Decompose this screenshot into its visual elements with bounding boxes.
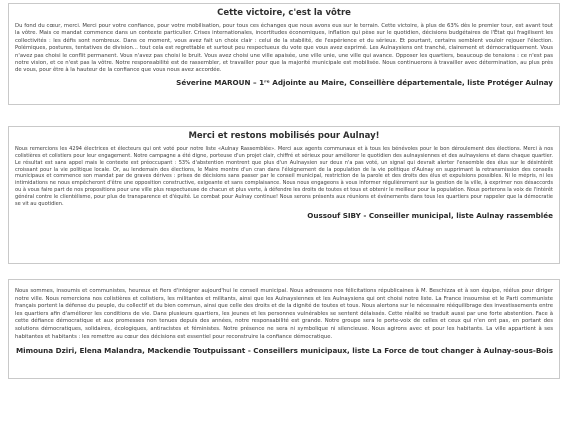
tribune-body: Nous remercions les 4294 électrices et électeurs qui ont voté pour notre liste «Aulnay Rassemblée». Merci aux agents communaux et à tous les bénévoles pour le bon déroulement des élections. Merci à nos colistières et colistiers pour leur engagement. Notre campagne a été digne, porteuse d'un projet clair, chiffré et sérieux pour améliorer le quotidien des aulnaysiennes et des aulnaysiens et dans chaque quartier. Le résultat est sans appel mais le contexte est préoccupant : 53% d'abstention montrent que plus d'un Aulnaysien sur deux n'a pas voté, un signal qui devrait alerter l'ensemble des élus sur le désintérêt croissant pour la vie politique locale. Or, au lendemain des élections, le Maire montre d'un cran dans l'éloignement de la population de la vie politique d'Aulnay en supprimant la retransmission des conseils municipaux et commence son mandat par de graves dérives : prises de décisions sans passer par le conseil municipal, restriction de la parole et des droits des élus et expulsions possibles. Ni le mépris, ni les intimidations ne nous empêcheront d'être une opposition constructive, exigeante et sans complaisance. Nous nous engageons à vous informer régulièrement sur la gestion de la ville, à exprimer nos désaccords ou à vous faire part de nos propositions pour une ville plus respectueuse de chacun et plus verte, à défendre les droits de toutes et tous et obtenir le meilleur pour la population. Nous porterons la voix de l'intérêt général contre le clientélisme, pour plus de transparence et d'équité. Le combat pour Aulnay continue! Nous serons présents aux réunions et événements dans tous les quartiers pour rappeler que la démocratie se vit au quotidien.	[15, 146, 553, 207]
tribune-protéger-aulnay	[8, 3, 560, 105]
tribune-signature: Oussouf SIBY - Conseiller municipal, liste Aulnay rassemblée	[307, 210, 553, 220]
tribune-title: Merci et restons mobilisés pour Aulnay!	[188, 131, 380, 141]
tribune-body: Du fond du cœur, merci. Merci pour votre confiance, pour votre mobilisation, pour tous ces échanges que nous avons eus sur le terrain. Cette victoire, à plus de 63% dès le premier tour, est avant tout la vôtre. Mais ce mandat commence dans un contexte particulier. Crises internationales, incertitudes économiques, inflation qui pèse sur le quotidien, décisions budgétaires de l'État qui fragilisent les collectivités : les défis sont nombreux. Dans ce moment, vous avez fait un choix clair : celui de la stabilité, de l'expérience et du sérieux. Et pourtant, certains semblent vouloir rejouer l'élection. Polémiques, postures, tentatives de division... tout cela est regrettable et surtout peu respectueux du vote que vous avez exprimé. Les Aulnaysiens ont tranché, clairement et démocratiquement. Vous n'avez pas choisi le conflit permanent. Vous n'avez pas choisi le bruit. Vous avez choisi une ville apaisée, une ville unie, une ville qui avance. Opposer les quartiers, beaucoup de tensions : ce n'est pas notre vision, et ce n'est pas la vôtre. Notre responsabilité est de rassembler, et travailler pour que la majorité municipale est mobilisée. Nous continuerons à travailler avec détermination, au plus près de vous, pour être à la hauteur de la confiance que vous nous avez accordée.	[15, 23, 553, 74]
tribune-title: Cette victoire, c'est la vôtre	[217, 8, 351, 18]
tribune-la-force-de-tout-changer	[8, 279, 560, 379]
tribune-body: Nous sommes, insoumis et communistes, heureux et fiers d'intégrer aujourd'hui le conseil municipal. Nous adressons nos félicitations républicaines à M. Beschizza et à son équipe, réélus pour diriger notre ville. Nous remercions nos colistières et colistiers, les militantes et militants, ainsi que les Aulnaysiennes et les Aulnaysiens qui ont choisi notre liste. La France insoumise et le Parti communiste français portent la défense du peuple, du collectif et du bien commun, ainsi que celle des droits et de la dignité de toutes et tous. Nous alertons sur le nécessaire rééquilibrage des investissements entre les quartiers afin d'améliorer les conditions de vie. Dans plusieurs quartiers, les jeunes et les personnes vulnérables se sentent délaissés. Cette réalité se traduit aussi par une forte abstention. Face à cette défiance démocratique et aux promesses non tenues depuis des années, notre responsabilité est grande. Notre groupe sera le porte-voix de celles et ceux qui n'en ont pas, en portant des solutions démocratiques, solidaires, écologiques, antiracistes et féministes. Notre présence ne sera ni symbolique ni silencieuse. Nous agirons avec et pour les habitants. La ville appartient à ses habitantes et habitants : les remettre au cœur des décisions est essentiel pour reconstruire la confiance démocratique.	[15, 288, 553, 340]
tribune-signature: Mimouna Dziri, Elena Malandra, Mackendie Toutpuissant - Conseillers municipaux, liste La Force de tout changer à Aulnay-sous-Bois	[15, 346, 553, 356]
tribune-aulnay-rassemblee	[8, 126, 560, 264]
tribune-signature: Séverine MAROUN – 1ʳᵉ Adjointe au Maire, Conseillère départementale, liste Protéger Aulnay	[176, 77, 553, 87]
